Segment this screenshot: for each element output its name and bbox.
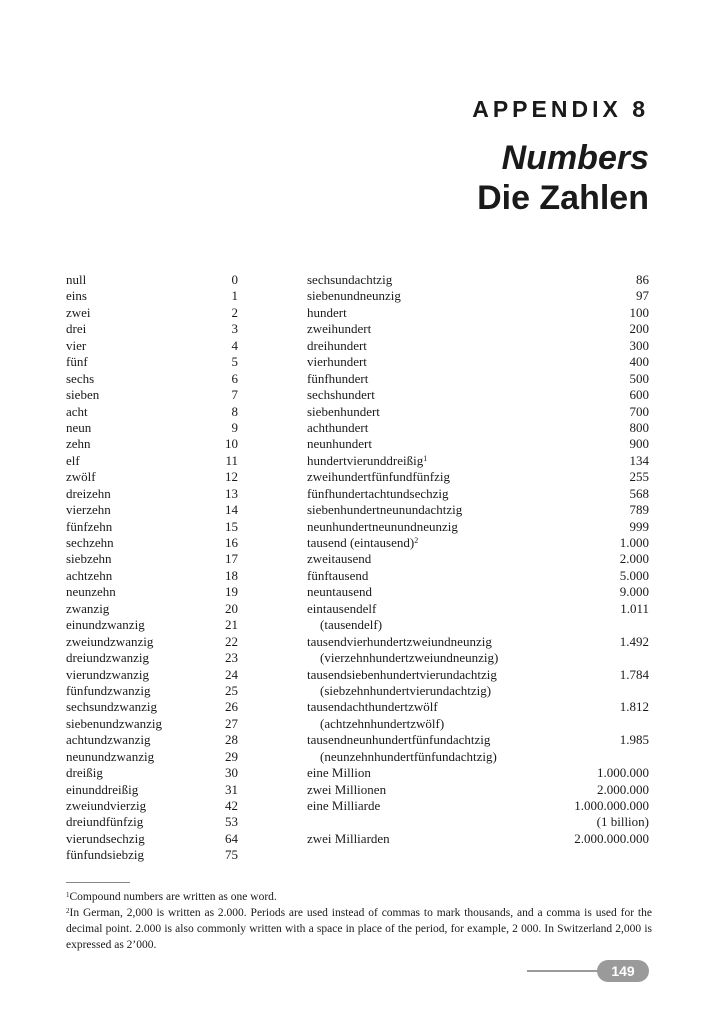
footnote-marker: 2: [414, 536, 419, 545]
number-value: 21: [225, 617, 238, 633]
number-row: [66, 798, 238, 814]
number-value: 18: [225, 567, 238, 583]
number-row: [66, 404, 238, 420]
page-number-line: [527, 970, 607, 972]
number-value: 9: [231, 419, 238, 435]
number-word: sechshundert: [307, 387, 375, 403]
number-row: [307, 765, 649, 781]
number-word: zweiundzwanzig: [66, 633, 154, 649]
footnote-2: $^2$In German, 2,000 is written as 2.000. Periods are used instead of commas to mark thousands, and a comma is used for the decimal point. 2.000 is also commonly written with a space in place of the period, for example, 2 000. In Switzerland 2,000 is expressed as 2’000.: [66, 907, 652, 951]
number-row: [66, 650, 238, 666]
number-row: [66, 814, 238, 830]
page-number: 149: [597, 960, 649, 982]
number-word: sechsundzwanzig: [66, 699, 157, 715]
number-row: [307, 782, 649, 798]
number-row: [307, 453, 649, 469]
number-value: 2.000.000: [597, 781, 649, 797]
number-word: fünf: [66, 354, 88, 370]
number-word: zweiundvierzig: [66, 798, 147, 813]
number-value: 0: [231, 272, 238, 287]
number-row: [307, 272, 649, 288]
number-value: 1.011: [620, 600, 649, 616]
number-row: [307, 288, 649, 304]
number-value: 26: [225, 699, 238, 715]
number-row: [307, 535, 649, 551]
number-word: fünfundzwanzig: [66, 682, 151, 698]
number-row: [66, 371, 238, 387]
number-word: acht: [66, 403, 88, 419]
number-row: [307, 338, 649, 354]
number-value: 100: [629, 304, 649, 320]
number-value: 29: [225, 748, 238, 764]
number-word: neun: [66, 419, 92, 435]
numbers-right-column: [307, 272, 649, 847]
number-value: 17: [225, 551, 238, 567]
numbers-left-column: [66, 272, 238, 864]
number-value: 134: [629, 452, 649, 468]
number-word: zwölf: [66, 469, 96, 485]
number-row: [307, 732, 649, 748]
number-word: tausendneunhundertfünfundachtzig: [307, 732, 491, 748]
number-word: vierhundert: [307, 354, 367, 370]
number-row: [307, 371, 649, 387]
number-word: neunhundert: [307, 436, 372, 452]
number-value: 600: [629, 387, 649, 403]
number-row: [307, 551, 649, 567]
number-row: [307, 617, 649, 633]
footnote-divider: [66, 882, 130, 883]
number-value: 300: [629, 337, 649, 353]
number-word: einunddreißig: [66, 781, 139, 797]
number-word: zwanzig: [66, 600, 110, 616]
page-header: [472, 92, 649, 218]
number-row: [307, 650, 649, 666]
number-row: [307, 469, 649, 485]
number-value: 22: [225, 633, 238, 649]
number-row: [66, 338, 238, 354]
number-value: 5: [231, 354, 238, 370]
number-row: [66, 716, 238, 732]
number-row: [66, 519, 238, 535]
number-word: (siebzehnhundertvierundachtzig): [320, 682, 492, 698]
number-value: 10: [225, 436, 238, 452]
number-value: 31: [225, 781, 238, 797]
number-row: [66, 732, 238, 748]
number-row: [307, 486, 649, 502]
number-value: 64: [225, 830, 238, 846]
number-value: 24: [225, 666, 238, 682]
number-word: fünfhundertachtundsechzig: [307, 485, 449, 501]
number-word: dreiundzwanzig: [66, 650, 150, 666]
footnotes: [66, 889, 652, 953]
number-row: [66, 486, 238, 502]
number-word: siebenhundert: [307, 403, 380, 419]
number-value: 6: [231, 370, 238, 386]
number-word: drei: [66, 321, 87, 337]
number-row: [307, 749, 649, 765]
number-word: zwei Millionen: [307, 781, 387, 797]
number-word: (vierzehnhundertzweiundneunzig): [320, 650, 499, 666]
number-word: sechsundachtzig: [307, 272, 393, 287]
number-value: 200: [629, 321, 649, 337]
number-row: [66, 699, 238, 715]
number-word: tausend (eintausend)$^2$: [307, 535, 419, 550]
number-value: 11: [225, 452, 238, 468]
number-value: 28: [225, 732, 238, 748]
number-word: vierzehn: [66, 502, 111, 518]
number-row: [307, 634, 649, 650]
number-word: eins: [66, 288, 87, 304]
number-value: 20: [225, 600, 238, 616]
number-value: 1.812: [619, 699, 649, 715]
footnote-1: $^1$Compound numbers are written as one word.: [66, 891, 277, 903]
number-value: 25: [225, 682, 238, 698]
number-word: eine Milliarde: [307, 798, 381, 813]
number-row: [66, 469, 238, 485]
number-value: 3: [231, 321, 238, 337]
title-german: Die Zahlen: [477, 179, 649, 217]
number-row: [66, 601, 238, 617]
number-word: dreiundfünfzig: [66, 814, 144, 830]
number-word: (tausendelf): [320, 617, 383, 633]
number-row: [307, 831, 649, 847]
footnote-marker: 1: [423, 453, 428, 463]
number-value: (1 billion): [596, 814, 649, 830]
number-value: 14: [225, 502, 238, 518]
number-value: 97: [636, 288, 649, 304]
number-word: sechs: [66, 370, 95, 386]
number-row: [307, 683, 649, 699]
number-row: [66, 617, 238, 633]
number-word: null: [66, 272, 87, 287]
number-value: 1.000: [619, 535, 649, 550]
number-row: [307, 584, 649, 600]
number-value: 700: [629, 403, 649, 419]
number-value: 15: [225, 518, 238, 534]
number-value: 800: [629, 419, 649, 435]
number-row: [66, 634, 238, 650]
number-value: 2: [231, 304, 238, 320]
number-word: zweihundertfünfundfünfzig: [307, 469, 450, 485]
number-value: 23: [225, 650, 238, 666]
number-row: [307, 420, 649, 436]
number-word: tausendachthundertzwölf: [307, 699, 438, 715]
number-value: 1.000.000: [597, 765, 649, 781]
number-value: 1.985: [619, 732, 649, 748]
number-word: (achtzehnhundertzwölf): [320, 715, 445, 731]
title-english: Numbers: [501, 139, 649, 177]
number-row: [66, 272, 238, 288]
number-value: 12: [225, 469, 238, 485]
number-value: 500: [629, 370, 649, 386]
number-value: 1.492: [619, 633, 649, 649]
number-word: achtundzwanzig: [66, 732, 151, 748]
number-word: dreizehn: [66, 485, 111, 501]
number-value: 27: [225, 715, 238, 731]
number-word: eine Million: [307, 765, 371, 781]
number-word: tausendvierhundertzweiundneunzig: [307, 633, 492, 649]
number-row: [307, 387, 649, 403]
number-row: [66, 502, 238, 518]
number-word: hundert: [307, 304, 347, 320]
number-row: [66, 847, 238, 863]
number-word: zwei Milliarden: [307, 830, 390, 846]
number-word: neunhundertneunundneunzig: [307, 518, 458, 534]
number-value: 30: [225, 765, 238, 781]
number-row: [66, 354, 238, 370]
number-word: siebenundzwanzig: [66, 715, 163, 731]
number-value: 400: [629, 354, 649, 370]
number-value: 13: [225, 485, 238, 501]
number-row: [66, 453, 238, 469]
number-row: [66, 782, 238, 798]
number-row: [66, 831, 238, 847]
number-row: [307, 502, 649, 518]
number-word: achtzehn: [66, 567, 113, 583]
number-word: einundzwanzig: [66, 617, 145, 633]
number-word: fünfundsiebzig: [66, 847, 144, 863]
number-word: siebenhundertneunundachtzig: [307, 502, 463, 518]
number-value: 4: [231, 337, 238, 353]
number-row: [66, 749, 238, 765]
number-word: sechzehn: [66, 535, 114, 550]
number-value: 568: [629, 485, 649, 501]
number-row: [66, 436, 238, 452]
number-value: 1.784: [619, 666, 649, 682]
number-value: 255: [629, 469, 649, 485]
number-word: siebenundneunzig: [307, 288, 401, 304]
number-value: 1: [231, 288, 238, 304]
number-value: 16: [225, 535, 238, 550]
number-word: vier: [66, 337, 87, 353]
number-row: [307, 667, 649, 683]
number-row: [307, 798, 649, 814]
number-row: [307, 568, 649, 584]
number-word: sieben: [66, 387, 100, 403]
number-word: eintausendelf: [307, 600, 377, 616]
number-word: zweitausend: [307, 551, 372, 567]
number-row: [307, 436, 649, 452]
number-word: (neunzehnhundertfünfundachtzig): [320, 748, 497, 764]
number-word: fünfhundert: [307, 370, 369, 386]
number-row: [307, 404, 649, 420]
number-row: [66, 667, 238, 683]
number-row: [66, 321, 238, 337]
number-value: 8: [231, 403, 238, 419]
number-row: [66, 420, 238, 436]
number-row: [66, 305, 238, 321]
number-word: hundertvierunddreißig$^1$: [307, 452, 428, 468]
number-row: [66, 584, 238, 600]
number-value: 75: [225, 847, 238, 863]
number-row: [307, 519, 649, 535]
number-row: [307, 699, 649, 715]
number-word: neuntausend: [307, 584, 372, 600]
number-row: [66, 551, 238, 567]
number-word: elf: [66, 452, 80, 468]
number-row: [307, 814, 649, 830]
number-row: [66, 765, 238, 781]
number-value: 7: [231, 387, 238, 403]
number-row: [66, 535, 238, 551]
number-word: zweihundert: [307, 321, 372, 337]
number-value: 2.000: [619, 551, 649, 567]
number-word: achthundert: [307, 419, 369, 435]
number-value: 1.000.000.000: [574, 798, 649, 813]
number-word: dreißig: [66, 765, 103, 781]
number-word: neunzehn: [66, 584, 116, 600]
number-word: fünftausend: [307, 567, 369, 583]
number-value: 999: [629, 518, 649, 534]
number-value: 86: [636, 272, 649, 287]
number-value: 53: [225, 814, 238, 830]
number-row: [66, 568, 238, 584]
number-row: [66, 288, 238, 304]
number-value: 900: [629, 436, 649, 452]
number-word: siebzehn: [66, 551, 112, 567]
number-word: tausendsiebenhundertvierundachtzig: [307, 666, 497, 682]
number-value: 2.000.000.000: [574, 830, 649, 846]
number-word: vierundzwanzig: [66, 666, 150, 682]
number-value: 19: [225, 584, 238, 600]
number-row: [307, 601, 649, 617]
number-word: zehn: [66, 436, 91, 452]
number-word: zwei: [66, 304, 91, 320]
number-word: vierundsechzig: [66, 830, 145, 846]
number-word: dreihundert: [307, 337, 367, 353]
number-value: 9.000: [619, 584, 649, 600]
number-word: fünfzehn: [66, 518, 113, 534]
number-row: [66, 387, 238, 403]
number-row: [307, 354, 649, 370]
number-value: 42: [225, 798, 238, 813]
number-value: 5.000: [619, 567, 649, 583]
number-row: [307, 305, 649, 321]
number-value: 789: [629, 502, 649, 518]
appendix-label: APPENDIX 8: [472, 96, 649, 122]
number-row: [307, 716, 649, 732]
number-row: [307, 321, 649, 337]
number-word: neunundzwanzig: [66, 748, 155, 764]
number-row: [66, 683, 238, 699]
